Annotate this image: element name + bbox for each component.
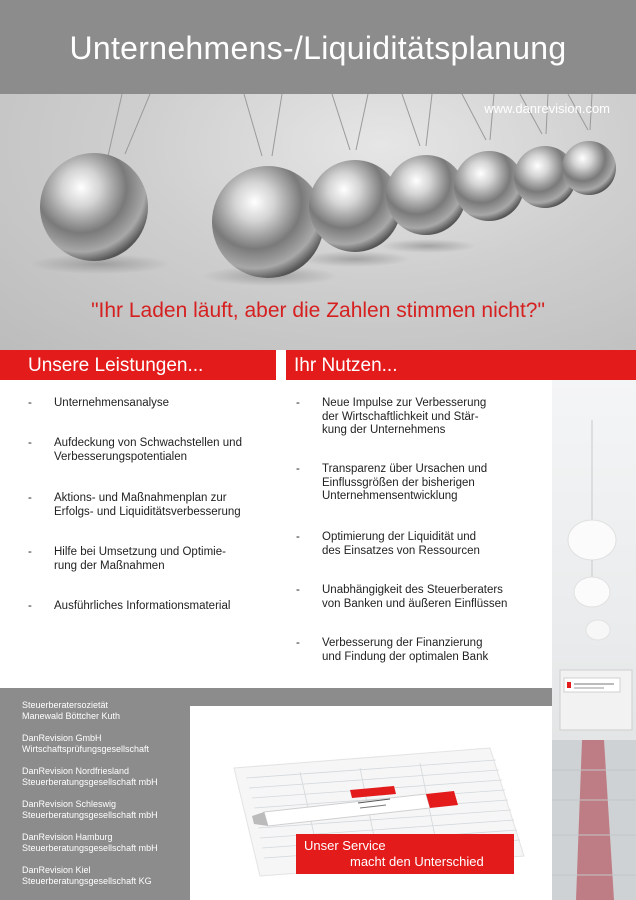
firm-entry: DanRevision Kiel Steuerberatungsgesellschaft KG (22, 865, 152, 886)
list-item: - Optimierung der Liquidität und des Einsatzes von Ressourcen (296, 531, 480, 557)
service-line-2: macht den Unterschied (350, 854, 484, 869)
section-separator (276, 350, 286, 380)
office-photo (552, 380, 636, 900)
list-item: - Unabhängigkeit des Steuerberaters von Banken und äußeren Einflüssen (296, 584, 508, 610)
list-item: - Aufdeckung von Schwachstellen und Verbesserungspotentialen (28, 437, 242, 463)
hero-quote: "Ihr Laden läuft, aber die Zahlen stimmen nicht?" (91, 299, 545, 322)
page-title: Unternehmens-/Liquiditätsplanung (69, 30, 567, 66)
list-item: - Verbesserung der Finanzierung und Findung der optimalen Bank (296, 637, 489, 663)
leistungen-heading: Unsere Leistungen... (28, 355, 204, 376)
list-item: - Aktions- und Maßnahmenplan zur Erfolgs- und Liquiditätsverbesserung (28, 492, 241, 518)
nutzen-heading: Ihr Nutzen... (294, 355, 398, 376)
list-item: - Ausführliches Informationsmaterial (28, 600, 231, 612)
service-banner (296, 834, 514, 874)
hero-image (0, 94, 636, 350)
firm-entry: DanRevision Nordfriesland Steuerberatungsgesellschaft mbH (22, 766, 158, 787)
firm-entry: DanRevision Schleswig Steuerberatungsgesellschaft mbH (22, 799, 158, 820)
list-item: - Unternehmensanalyse (28, 397, 170, 409)
website-url[interactable]: www.danrevision.com (484, 101, 610, 116)
firm-entry: DanRevision GmbH Wirtschaftsprüfungsgesellschaft (22, 733, 150, 754)
office-lamps-image (552, 380, 636, 900)
list-item: - Hilfe bei Umsetzung und Optimie- rung der Maßnahmen (28, 546, 226, 572)
firm-entry: Steuerberatersozietät Manewald Böttcher Kuth (22, 700, 121, 721)
list-item: - Transparenz über Ursachen und Einflussgrößen der bisherigen Unternehmensentwicklung (296, 463, 488, 502)
list-item: - Neue Impulse zur Verbesserung der Wirtschaftlichkeit und Stär- kung der Unternehmens (296, 397, 487, 436)
service-line-1: Unser Service (304, 838, 386, 853)
firm-entry: DanRevision Hamburg Steuerberatungsgesellschaft mbH (22, 832, 158, 853)
